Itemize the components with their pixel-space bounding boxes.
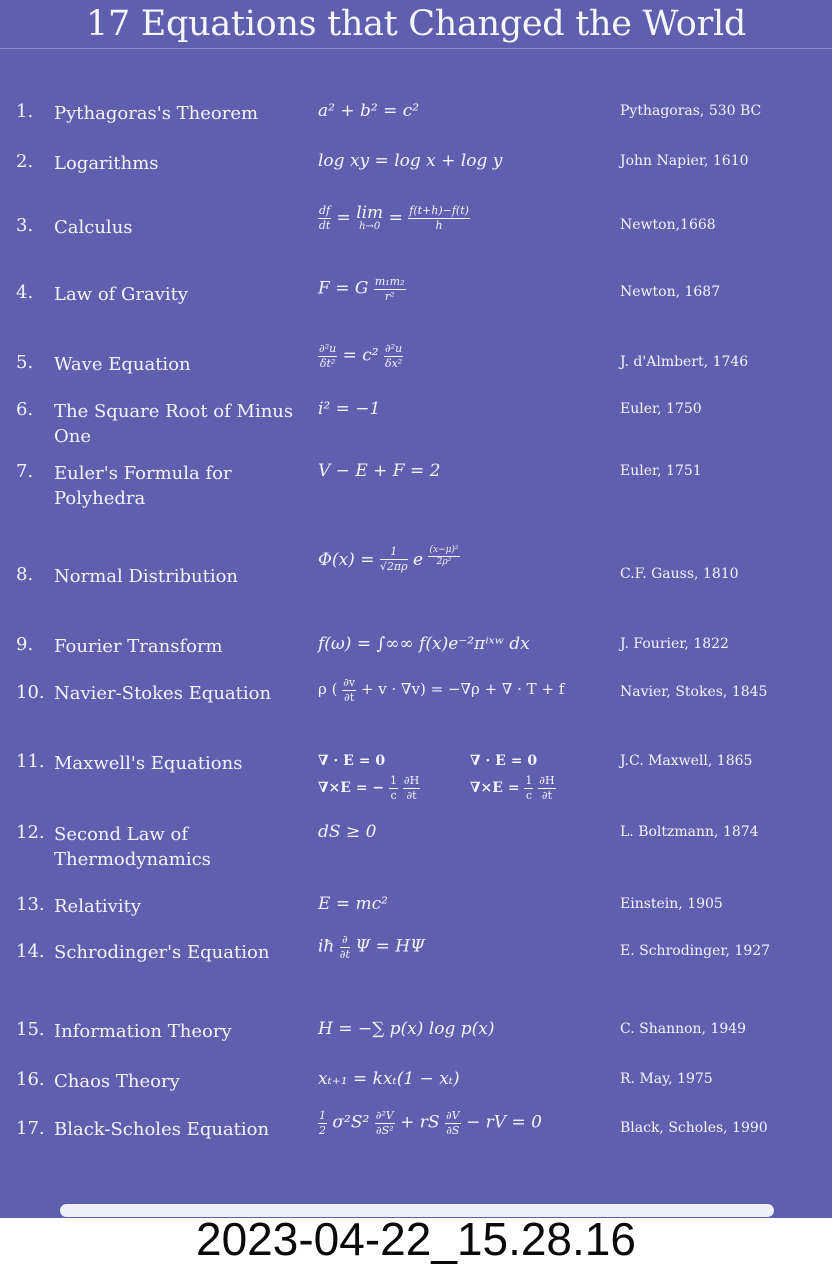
- equation-credit: Navier, Stokes, 1845: [620, 684, 768, 700]
- equation-number: 4.: [16, 282, 34, 303]
- equation-number: 16.: [16, 1069, 45, 1090]
- equation-credit: J. Fourier, 1822: [620, 636, 729, 652]
- equation-formula: a² + b² = c²: [318, 101, 420, 121]
- title-divider: [0, 48, 832, 49]
- poster-title: 17 Equations that Changed the World: [86, 4, 746, 44]
- equation-name: Fourier Transform: [54, 636, 223, 657]
- equation-formula: $\frac{\text{∂²u}}{\text{δt²}}$ = c² $\frac{\text{∂²u}}{\text{δx²}}$: [319, 342, 403, 370]
- equation-formula: $\frac{1}{2}$ σ²S² $\frac{\text{∂²V}}{\text{∂S²}}$ + rS $\frac{\partial V}{\partial S}$ − rV = 0: [319, 1109, 542, 1137]
- equation-formula: log xy = log x + log y: [318, 151, 503, 171]
- equation-name: Calculus: [54, 217, 133, 238]
- equation-number: 13.: [16, 894, 45, 915]
- equation-formula: i² = −1: [318, 399, 381, 419]
- equation-name: Pythagoras's Theorem: [54, 103, 259, 124]
- timestamp-caption: 2023-04-22_15.28.16: [196, 1213, 636, 1265]
- equation-credit: Euler, 1750: [620, 401, 702, 417]
- equation-credit: L. Boltzmann, 1874: [620, 824, 759, 840]
- equation-name: Schrodinger's Equation: [54, 942, 270, 963]
- equation-credit: Newton, 1687: [620, 284, 721, 300]
- equation-number: 14.: [16, 941, 45, 962]
- equation-formula: V − E + F = 2: [318, 461, 441, 481]
- equation-number: 2.: [16, 151, 34, 172]
- equation-number: 3.: [16, 215, 34, 236]
- equation-credit: J.C. Maxwell, 1865: [620, 753, 753, 769]
- equation-formula: F = G $\frac{\text{m₁m₂}}{\text{r²}}$: [318, 275, 405, 303]
- equation-number: 15.: [16, 1019, 45, 1040]
- equation-number: 1.: [16, 101, 34, 122]
- equation-formula: dS ≥ 0: [318, 822, 377, 842]
- equation-credit: C.F. Gauss, 1810: [620, 566, 739, 582]
- equation-number: 10.: [16, 682, 45, 703]
- equation-credit: Newton,1668: [620, 217, 716, 233]
- equation-credit: Euler, 1751: [620, 463, 702, 479]
- equation-formula: f(ω) = ∫∞∞ f(x)e⁻²πⁱˣʷ dx: [318, 634, 530, 654]
- equation-name: Law of Gravity: [54, 284, 189, 305]
- equation-name: Normal Distribution: [54, 566, 239, 587]
- maxwell-eq-1: ∇ · E = 0: [318, 753, 386, 769]
- equation-formula: H = −∑ p(x) log p(x): [318, 1019, 495, 1039]
- maxwell-eq-4: ∇×E = $\frac{1}{c}$ $\frac{\partial H}{\partial t}$: [470, 774, 555, 802]
- equation-name: Euler's Formula for Polyhedra: [54, 463, 232, 509]
- equation-name: Wave Equation: [54, 354, 191, 375]
- equation-credit: Einstein, 1905: [620, 896, 723, 912]
- equation-credit: E. Schrodinger, 1927: [620, 943, 771, 959]
- maxwell-eq-2: ∇ · E = 0: [470, 753, 538, 769]
- equation-number: 12.: [16, 822, 45, 843]
- equation-formula: E = mc²: [318, 894, 388, 914]
- equation-name: Chaos Theory: [54, 1071, 180, 1092]
- equation-formula: ρ ( $\frac{\partial v}{\partial t}$ + v · ∇v) = −∇ρ + ∇ · T + f: [318, 676, 565, 704]
- equation-number: 8.: [16, 564, 34, 585]
- equation-formula: Φ(x) = $\frac{1}{√2\pi\rho}$ e $\frac{\text{(x−μ)²}}{\text{2ρ²}}$: [318, 545, 459, 573]
- equation-credit: John Napier, 1610: [620, 153, 749, 169]
- equation-credit: Pythagoras, 530 BC: [620, 103, 762, 119]
- equation-name: Maxwell's Equations: [54, 753, 243, 774]
- equation-name: Information Theory: [54, 1021, 232, 1042]
- maxwell-eq-3: ∇×E = − $\frac{1}{c}$ $\frac{\partial H}{\partial t}$: [318, 774, 420, 802]
- equation-formula: iħ ∂ ∂t Ψ = HΨ: [318, 933, 426, 961]
- equation-name: The Square Root of Minus One: [54, 401, 294, 447]
- equation-credit: R. May, 1975: [620, 1071, 713, 1087]
- equation-credit: Black, Scholes, 1990: [620, 1120, 768, 1136]
- equation-name: Second Law of Thermodynamics: [54, 824, 211, 870]
- equation-number: 5.: [16, 352, 34, 373]
- equation-name: Navier-Stokes Equation: [54, 683, 272, 704]
- equation-name: Relativity: [54, 896, 142, 917]
- equation-name: Logarithms: [54, 153, 159, 174]
- equation-number: 7.: [16, 461, 34, 482]
- equation-name: Black-Scholes Equation: [54, 1119, 270, 1140]
- equation-formula: xₜ₊₁ = kxₜ(1 − xₜ): [318, 1069, 460, 1089]
- equation-number: 9.: [16, 634, 34, 655]
- equation-number: 17.: [16, 1118, 45, 1139]
- equation-credit: C. Shannon, 1949: [620, 1021, 747, 1037]
- equation-credit: J. d'Almbert, 1746: [620, 354, 749, 370]
- equation-number: 6.: [16, 399, 34, 420]
- equation-number: 11.: [16, 751, 45, 772]
- equation-formula: $\frac{df}{dt}$ = lim h→0 = $\frac{f(t+h)-f(t)}{h}$: [318, 203, 469, 232]
